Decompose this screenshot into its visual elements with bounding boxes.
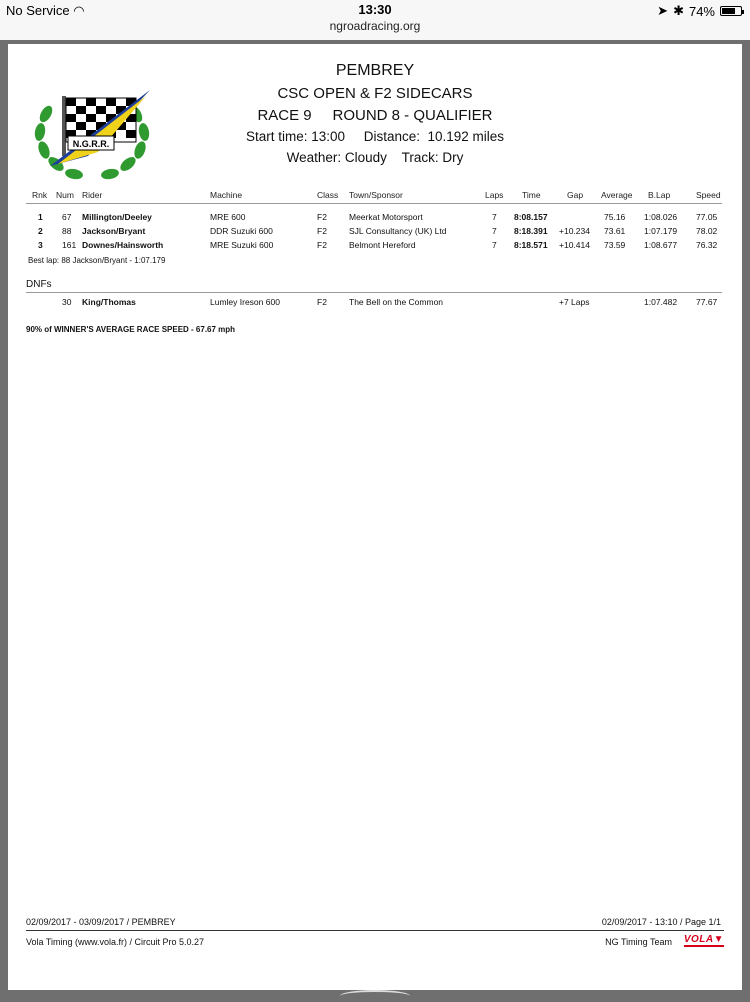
status-bar <box>0 0 750 40</box>
race-title: RACE 9 ROUND 8 - QUALIFIER <box>257 107 493 124</box>
dnf-divider <box>26 292 722 293</box>
col-class: Class <box>317 190 339 200</box>
cell-sponsor: SJL Consultancy (UK) Ltd <box>349 226 447 236</box>
cell-class: F2 <box>317 240 327 250</box>
col-average: Average <box>601 190 633 200</box>
col-sponsor: Town/Sponsor <box>349 190 403 200</box>
cell-blap: 1:08.677 <box>644 240 678 250</box>
cell-machine: MRE 600 <box>210 212 246 222</box>
cell-num: 67 <box>62 212 72 222</box>
col-laps: Laps <box>485 190 504 200</box>
cell-average: 75.16 <box>604 212 626 222</box>
header-divider <box>26 203 722 204</box>
cell-num: 30 <box>62 297 72 307</box>
dnf-row <box>8 297 742 311</box>
cell-laps: 7 <box>492 226 497 236</box>
cell-machine: MRE Suzuki 600 <box>210 240 274 250</box>
cell-gap: +7 Laps <box>559 297 590 307</box>
footer-page: 02/09/2017 - 13:10 / Page 1/1 <box>601 917 721 927</box>
vola-logo: VOLA▼ <box>683 934 724 945</box>
cell-rnk: 2 <box>38 226 43 236</box>
cell-sponsor: The Bell on the Common <box>349 297 444 307</box>
col-gap: Gap <box>567 190 584 200</box>
col-speed: Speed <box>696 190 721 200</box>
footer-software: Vola Timing (www.vola.fr) / Circuit Pro 5.0.27 <box>26 937 205 947</box>
col-rnk: Rnk <box>32 190 48 200</box>
footer-divider <box>26 930 724 931</box>
cell-sponsor: Belmont Hereford <box>349 240 416 250</box>
col-machine: Machine <box>210 190 243 200</box>
col-blap: B.Lap <box>648 190 671 200</box>
cell-rider: Millington/Deeley <box>82 212 152 222</box>
cell-laps: 7 <box>492 212 497 222</box>
bluetooth-icon: ✱ <box>673 3 684 18</box>
table-row <box>8 212 742 226</box>
cell-class: F2 <box>317 212 327 222</box>
cell-gap: +10.234 <box>559 226 590 236</box>
col-rider: Rider <box>82 190 103 200</box>
col-time: Time <box>522 190 541 200</box>
best-lap: Best lap: 88 Jackson/Bryant - 1:07.179 <box>28 256 166 265</box>
venue-title: PEMBREY <box>335 62 415 79</box>
clock: 13:30 <box>358 2 392 17</box>
page-curl <box>340 990 410 1002</box>
footer-team: NG Timing Team <box>605 937 672 947</box>
cell-rider: Downes/Hainsworth <box>82 240 164 250</box>
cell-rider: Jackson/Bryant <box>82 226 146 236</box>
weather-track: Weather: Cloudy Track: Dry <box>286 150 464 165</box>
cell-speed: 76.32 <box>696 240 718 250</box>
logo-text: N.G.R.R. <box>72 139 110 149</box>
status-indicators <box>657 3 742 19</box>
table-row <box>8 226 742 240</box>
cell-class: F2 <box>317 297 327 307</box>
cell-machine: Lumley Ireson 600 <box>210 297 280 307</box>
cell-average: 73.59 <box>604 240 626 250</box>
cell-num: 88 <box>62 226 72 236</box>
cell-sponsor: Meerkat Motorsport <box>349 212 423 222</box>
cell-blap: 1:07.482 <box>644 297 678 307</box>
carrier-status: No Service ◠ <box>6 3 85 18</box>
footer-date-venue: 02/09/2017 - 03/09/2017 / PEMBREY <box>26 917 176 927</box>
cell-speed: 77.67 <box>696 297 718 307</box>
table-row <box>8 240 742 254</box>
cell-gap: +10.414 <box>559 240 590 250</box>
cell-speed: 78.02 <box>696 226 718 236</box>
results-document[interactable] <box>8 44 742 990</box>
battery-icon <box>720 6 742 16</box>
cell-blap: 1:08.026 <box>644 212 678 222</box>
wifi-icon: ◠ <box>73 3 85 18</box>
cell-num: 161 <box>62 240 77 250</box>
battery-percent: 74% <box>688 3 715 19</box>
cell-average: 73.61 <box>604 226 626 236</box>
vola-mark-icon: ▼ <box>713 934 724 945</box>
start-distance: Start time: 13:00 Distance: 10.192 miles <box>245 129 505 144</box>
cell-machine: DDR Suzuki 600 <box>210 226 273 236</box>
cell-rider: King/Thomas <box>82 297 136 307</box>
cell-time: 8:18.571 <box>514 240 548 250</box>
cell-rnk: 3 <box>38 240 43 250</box>
location-icon: ➤ <box>657 3 669 18</box>
address-bar[interactable]: ngroadracing.org <box>329 19 421 33</box>
cell-time: 8:18.391 <box>514 226 548 236</box>
cell-speed: 77.05 <box>696 212 718 222</box>
col-num: Num <box>56 190 74 200</box>
dnf-heading: DNFs <box>26 279 52 290</box>
cell-class: F2 <box>317 226 327 236</box>
speed-note: 90% of WINNER'S AVERAGE RACE SPEED - 67.67 mph <box>26 325 236 334</box>
cell-laps: 7 <box>492 240 497 250</box>
cell-blap: 1:07.179 <box>644 226 678 236</box>
cell-rnk: 1 <box>38 212 43 222</box>
event-title: CSC OPEN & F2 SIDECARS <box>277 85 473 102</box>
cell-time: 8:08.157 <box>514 212 548 222</box>
